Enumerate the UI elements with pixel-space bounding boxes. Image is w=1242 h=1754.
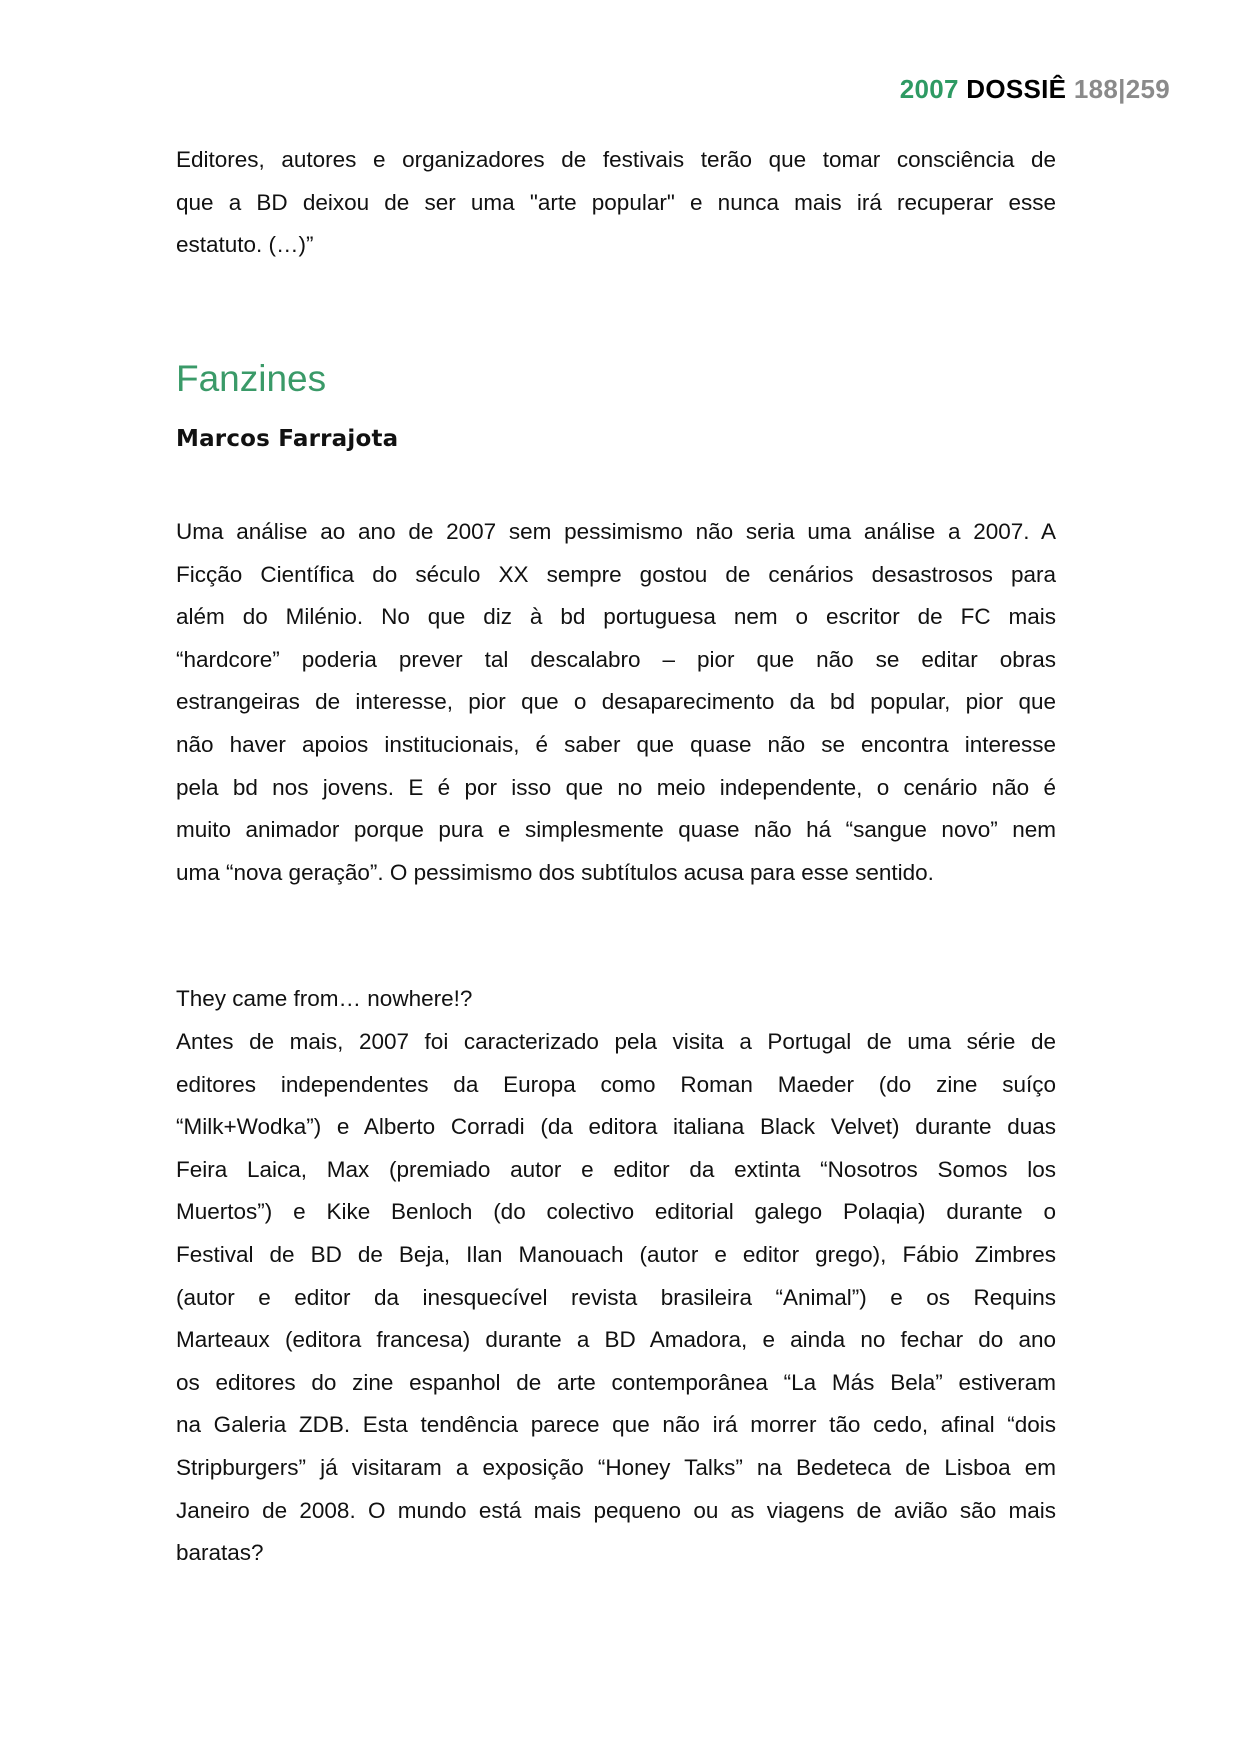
- text-line: “Milk+Wodka”) e Alberto Corradi (da editora italiana Black Velvet) durante duas: [176, 1114, 1056, 1140]
- text-line: Antes de mais, 2007 foi caracterizado pela visita a Portugal de uma série de: [176, 1029, 1056, 1054]
- text-line: uma “nova geração”. O pessimismo dos subtítulos acusa para esse sentido.: [176, 859, 934, 885]
- text-line: que a BD deixou de ser uma "arte popular" e nunca mais irá recuperar esse: [176, 189, 1056, 215]
- text-line: além do Milénio. No que diz à bd portuguesa nem o escritor de FC mais: [176, 604, 1056, 630]
- running-header: [900, 74, 1170, 105]
- text-line: baratas?: [176, 1540, 264, 1566]
- text-line: não haver apoios institucionais, é saber que quase não se encontra interesse: [176, 731, 1056, 757]
- text-line: estatuto. (…)”: [176, 232, 314, 258]
- intro-paragraph: [176, 139, 1056, 267]
- text-line: Muertos”) e Kike Benloch (do colectivo editorial galego Polaqia) durante o: [176, 1199, 1056, 1225]
- text-line: Uma análise ao ano de 2007 sem pessimismo não seria uma análise a 2007. A: [176, 519, 1056, 544]
- header-title: DOSSIÊ: [966, 74, 1067, 104]
- text-line: Ficção Científica do século XX sempre gostou de cenários desastrosos para: [176, 561, 1056, 587]
- text-line: Stripburgers” já visitaram a exposição “Honey Talks” na Bedeteca de Lisboa em: [176, 1454, 1056, 1480]
- text-line: Feira Laica, Max (premiado autor e editor da extinta “Nosotros Somos los: [176, 1156, 1056, 1182]
- text-line: estrangeiras de interesse, pior que o desaparecimento da bd popular, pior que: [176, 689, 1056, 715]
- text-line: “hardcore” poderia prever tal descalabro – pior que não se editar obras: [176, 646, 1056, 672]
- text-line: muito animador porque pura e simplesmente quase não há “sangue novo” nem: [176, 817, 1056, 843]
- subtitle-text: They came from… nowhere!?: [176, 986, 473, 1011]
- text-line: Festival de BD de Beja, Ilan Manouach (autor e editor grego), Fábio Zimbres: [176, 1241, 1056, 1267]
- subtitle: [176, 978, 1056, 1021]
- text-line: Janeiro de 2008. O mundo está mais pequeno ou as viagens de avião são mais: [176, 1497, 1056, 1523]
- text-line: pela bd nos jovens. E é por isso que no meio independente, o cenário não é: [176, 774, 1056, 800]
- paragraph-2: [176, 1021, 1056, 1575]
- text-line: Marteaux (editora francesa) durante a BD Amadora, e ainda no fechar do ano: [176, 1327, 1056, 1353]
- paragraph-1: [176, 511, 1056, 894]
- text-line: na Galeria ZDB. Esta tendência parece que não irá morrer tão cedo, afinal “dois: [176, 1412, 1056, 1438]
- page-number: 188|259: [1073, 74, 1170, 104]
- text-line: Editores, autores e organizadores de festivais terão que tomar consciência de: [176, 147, 1056, 172]
- author-name: Marcos Farrajota: [176, 426, 399, 452]
- text-line: os editores do zine espanhol de arte contemporânea “La Más Bela” estiveram: [176, 1369, 1056, 1395]
- text-line: editores independentes da Europa como Roman Maeder (do zine suíço: [176, 1071, 1056, 1097]
- header-year: 2007: [899, 74, 959, 104]
- text-line: (autor e editor da inesquecível revista brasileira “Animal”) e os Requins: [176, 1284, 1056, 1310]
- section-heading: Fanzines: [176, 358, 327, 399]
